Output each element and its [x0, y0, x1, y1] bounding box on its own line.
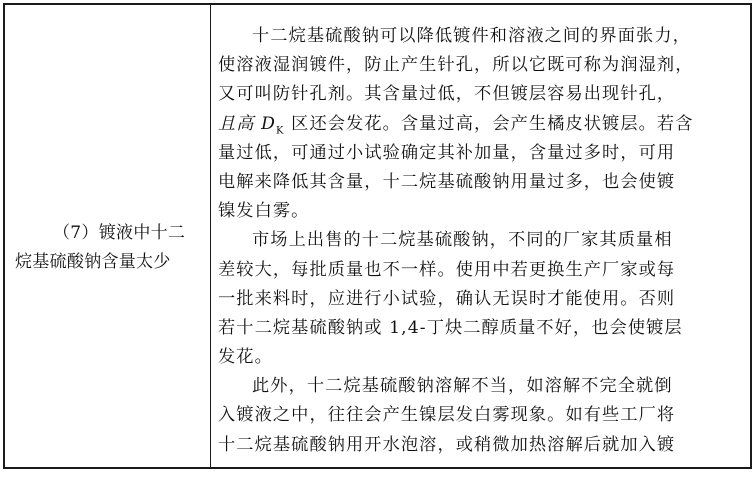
cause-text — [15, 219, 205, 277]
detail-line: 一批来料时，应进行小试验，确认无误时才能使用。否则 — [218, 288, 676, 309]
dk-prefix: 且高 D — [218, 113, 277, 134]
detail-line: 电解来降低其含量，十二烷基硫酸钠用量过多，也会使镀 — [218, 171, 676, 192]
cause-cell — [5, 5, 211, 467]
detail-line: 若十二烷基硫酸钠或 1,4-丁炔二醇质量不好，也会使镀层 — [218, 317, 683, 338]
troubleshooting-table — [3, 3, 752, 469]
cause-line-1: （7）镀液中十二 — [53, 223, 186, 243]
detail-line: 使溶液湿润镀件，防止产生针孔，所以它既可称为润湿剂， — [218, 55, 694, 76]
dk-symbol — [218, 114, 285, 134]
detail-line: 差较大，每批质量也不一样。使用中若更换生产厂家或每 — [218, 259, 676, 280]
detail-line — [218, 110, 748, 139]
detail-line: 又可叫防针孔剂。其含量过低，不但镀层容易出现针孔， — [218, 84, 676, 105]
dk-subscript: K — [276, 125, 285, 136]
detail-line: 镍发白雾。 — [218, 201, 310, 222]
detail-line: 此外，十二烷基硫酸钠溶解不当，如溶解不完全就倒 — [252, 376, 673, 397]
detail-line: 量过低，可通过小试验确定其补加量，含量过多时，可用 — [218, 142, 676, 163]
dk-line-rest: 区还会发花。含量过高，会产生橘皮状镀层。若含 — [284, 113, 694, 134]
detail-line: 市场上出售的十二烷基硫酸钠，不同的厂家其质量相 — [252, 230, 673, 251]
detail-cell — [211, 5, 750, 467]
detail-text — [218, 22, 748, 460]
detail-line: 十二烷基硫酸钠可以降低镀件和溶液之间的界面张力， — [252, 26, 691, 46]
detail-line: 十二烷基硫酸钠用开水泡溶，或稍微加热溶解后就加入镀 — [218, 434, 676, 455]
cause-line-2: 烷基硫酸钠含量太少 — [15, 252, 171, 272]
detail-line: 入镀液之中，往往会产生镍层发白雾现象。如有些工厂将 — [218, 405, 676, 426]
detail-line: 发花。 — [218, 347, 273, 368]
